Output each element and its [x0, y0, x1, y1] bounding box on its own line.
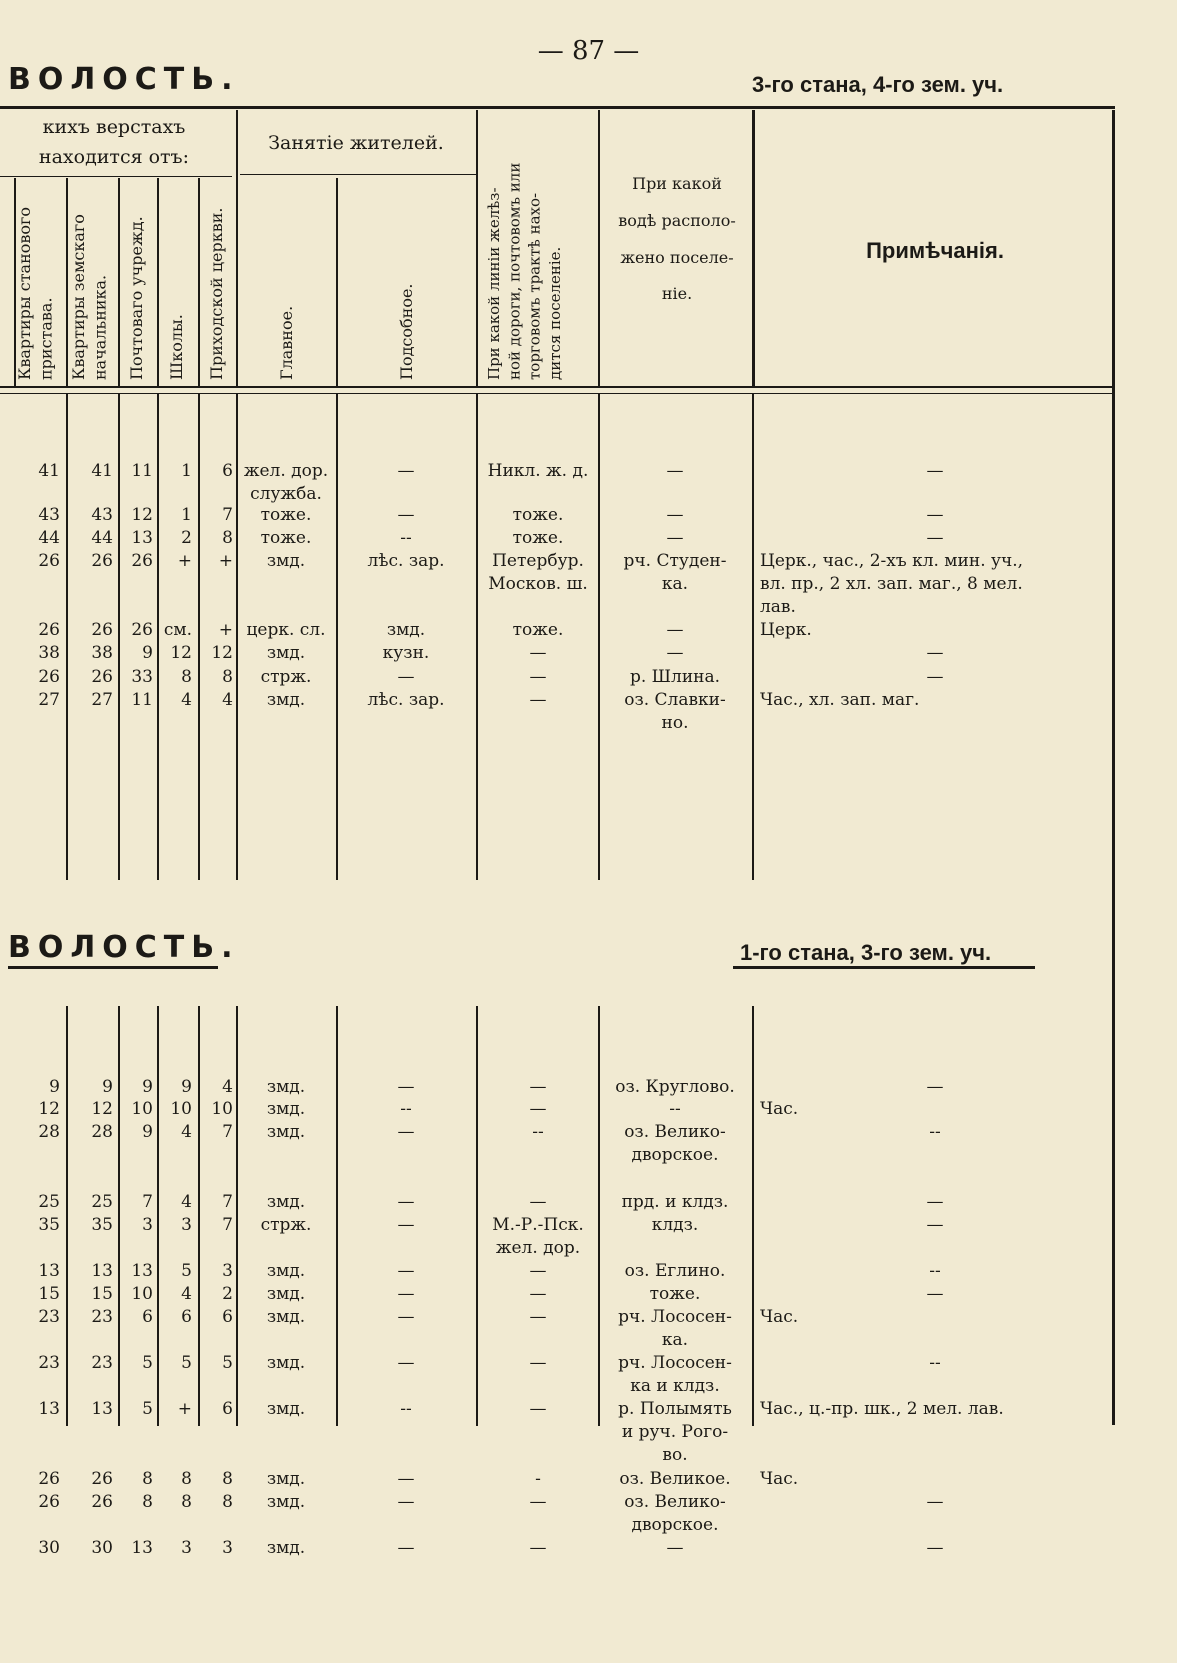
cell-d5: 7: [222, 1215, 233, 1235]
table1-header-rule: [0, 386, 1115, 388]
cell-notes: Церк.: [760, 620, 812, 640]
cell-d4: 2: [181, 528, 192, 548]
volost-underline-2: [8, 966, 218, 969]
cell-main: змд.: [266, 551, 306, 571]
cell-d5: 8: [222, 528, 233, 548]
cell-road: тоже.: [512, 505, 564, 525]
cell-water: оз. Круглово.: [615, 1077, 735, 1097]
cell-notes: --: [929, 1353, 941, 1373]
cell-d2: 25: [91, 1192, 113, 1212]
cell-road: —: [529, 667, 547, 687]
cell-road: —: [529, 690, 547, 710]
header-distance: кихъ верстахъ находится отъ:: [38, 116, 190, 169]
cell-d5: 2: [222, 1284, 233, 1304]
cell-d2: 15: [91, 1284, 113, 1304]
cell-notes: —: [926, 1215, 944, 1235]
stan-heading-1: 3-го стана, 4-го зем. уч.: [752, 72, 1004, 97]
cell-aux: —: [397, 1192, 415, 1212]
cell-d3: 5: [142, 1353, 153, 1373]
cell-water: оз. Великое.: [619, 1469, 731, 1489]
cell-aux: —: [397, 1469, 415, 1489]
stan-underline-2: [733, 966, 1035, 969]
cell-road: —: [529, 643, 547, 663]
cell-d3: 9: [142, 1077, 153, 1097]
cell-road: —: [529, 1353, 547, 1373]
cell-d4: 8: [181, 667, 192, 687]
cell-d4: 5: [181, 1353, 192, 1373]
col-divider: [598, 110, 600, 386]
header-occupation: Занятіе жителей.: [268, 132, 444, 154]
cell-main: стрж.: [260, 667, 312, 687]
cell-d3: 7: [142, 1192, 153, 1212]
cell-d2: 13: [91, 1399, 113, 1419]
cell-aux: —: [397, 1122, 415, 1142]
cell-water: —: [666, 620, 684, 640]
cell-d1: 28: [38, 1122, 60, 1142]
cell-d1: 13: [38, 1399, 60, 1419]
cell-d1: 15: [38, 1284, 60, 1304]
cell-d4: 4: [181, 1284, 192, 1304]
cell-water: —: [666, 528, 684, 548]
cell-d1: 23: [38, 1307, 60, 1327]
cell-d5: 3: [222, 1261, 233, 1281]
cell-road: —: [529, 1284, 547, 1304]
cell-d3: 33: [131, 667, 153, 687]
cell-d2: 26: [91, 667, 113, 687]
cell-d4: 12: [170, 643, 192, 663]
cell-aux: лѣс. зар.: [367, 551, 445, 571]
cell-d3: 6: [142, 1307, 153, 1327]
cell-d3: 5: [142, 1399, 153, 1419]
cell-d2: 26: [91, 620, 113, 640]
cell-water: клдз.: [651, 1215, 699, 1235]
cell-main: змд.: [266, 1492, 306, 1512]
cell-d1: 26: [38, 667, 60, 687]
cell-main: змд.: [266, 1192, 306, 1212]
cell-d3: 11: [131, 461, 153, 481]
cell-d3: 13: [131, 1538, 153, 1558]
cell-aux: --: [400, 1099, 412, 1119]
cell-d4: 8: [181, 1492, 192, 1512]
header-post: Почтоваго учрежд.: [127, 216, 146, 380]
cell-notes: Час., ц.-пр. шк., 2 мел. лав.: [760, 1399, 1004, 1419]
cell-d1: 27: [38, 690, 60, 710]
cell-d5: 7: [222, 505, 233, 525]
cell-d3: 8: [142, 1492, 153, 1512]
cell-main: змд.: [266, 1077, 306, 1097]
header-aux: Подсобное.: [397, 283, 416, 380]
volost-heading-2: ВОЛОСТЬ.: [8, 930, 240, 965]
col-divider: [598, 394, 600, 880]
cell-d2: 38: [91, 643, 113, 663]
cell-main: змд.: [266, 1307, 306, 1327]
col-divider: [598, 1006, 600, 1426]
page-number: — 87 —: [537, 36, 640, 66]
cell-d2: 26: [91, 1469, 113, 1489]
cell-road: —: [529, 1307, 547, 1327]
cell-water: оз. Велико- дворское.: [624, 1492, 726, 1535]
header-road: При какой линіи желѣз- ной дороги, почтовомъ или торговомъ трактѣ нахо- дится поселеніе.: [485, 162, 564, 380]
cell-d5: 4: [222, 690, 233, 710]
cell-d1: 30: [38, 1538, 60, 1558]
cell-d1: 26: [38, 1469, 60, 1489]
cell-water: рч. Лососен- ка и клдз.: [618, 1353, 732, 1396]
cell-main: змд.: [266, 1469, 306, 1489]
table1-top-rule: [0, 106, 1115, 109]
cell-notes: —: [926, 643, 944, 663]
cell-water: оз. Велико- дворское.: [624, 1122, 726, 1165]
cell-d1: 26: [38, 551, 60, 571]
cell-notes: —: [926, 1492, 944, 1512]
cell-notes: Час.: [760, 1469, 799, 1489]
cell-d5: 3: [222, 1538, 233, 1558]
right-border: [1112, 110, 1115, 1425]
cell-aux: —: [397, 1261, 415, 1281]
cell-aux: —: [397, 667, 415, 687]
cell-d1: 26: [38, 620, 60, 640]
cell-main: змд.: [266, 1261, 306, 1281]
cell-main: змд.: [266, 643, 306, 663]
header-water: При какой водѣ располо- жено поселе- ніе.: [618, 174, 736, 304]
cell-d2: 12: [91, 1099, 113, 1119]
cell-d2: 9: [102, 1077, 113, 1097]
cell-road: —: [529, 1492, 547, 1512]
cell-d5: 6: [222, 1399, 233, 1419]
cell-aux: —: [397, 461, 415, 481]
cell-aux: —: [397, 1538, 415, 1558]
cell-d2: 28: [91, 1122, 113, 1142]
cell-d4: 8: [181, 1469, 192, 1489]
cell-d3: 10: [131, 1099, 153, 1119]
cell-notes: --: [929, 1122, 941, 1142]
cell-d5: 7: [222, 1122, 233, 1142]
cell-d1: 25: [38, 1192, 60, 1212]
cell-d3: 13: [131, 1261, 153, 1281]
col-divider: [752, 394, 754, 880]
cell-main: змд.: [266, 1399, 306, 1419]
cell-road: Петербур. Москов. ш.: [488, 551, 588, 594]
cell-d5: 5: [222, 1353, 233, 1373]
cell-d2: 44: [91, 528, 113, 548]
cell-d4: 1: [181, 505, 192, 525]
cell-aux: —: [397, 1284, 415, 1304]
cell-road: -: [535, 1469, 541, 1489]
cell-d1: 44: [38, 528, 60, 548]
cell-d4: см.: [163, 620, 192, 640]
cell-water: р. Шлина.: [629, 667, 721, 687]
cell-d4: 4: [181, 1122, 192, 1142]
cell-road: М.-Р.-Пск. жел. дор.: [492, 1215, 584, 1258]
cell-d3: 9: [142, 643, 153, 663]
cell-d2: 23: [91, 1307, 113, 1327]
cell-road: тоже.: [512, 620, 564, 640]
cell-water: оз. Славки- но.: [624, 690, 726, 733]
cell-d2: 26: [91, 551, 113, 571]
cell-water: прд. и клдз.: [621, 1192, 729, 1212]
cell-d4: 3: [181, 1538, 192, 1558]
cell-d2: 30: [91, 1538, 113, 1558]
cell-main: змд.: [266, 1122, 306, 1142]
cell-notes: —: [926, 1077, 944, 1097]
cell-main: тоже.: [260, 528, 312, 548]
cell-road: —: [529, 1099, 547, 1119]
cell-d2: 43: [91, 505, 113, 525]
cell-d2: 13: [91, 1261, 113, 1281]
cell-d5: 12: [211, 643, 233, 663]
cell-aux: змд.: [386, 620, 426, 640]
cell-d4: +: [177, 1399, 192, 1419]
cell-d2: 41: [91, 461, 113, 481]
cell-d5: 8: [222, 1469, 233, 1489]
cell-d1: 26: [38, 1492, 60, 1512]
cell-d4: 9: [181, 1077, 192, 1097]
cell-aux: —: [397, 1077, 415, 1097]
col-divider: [157, 178, 159, 386]
cell-d3: 13: [131, 528, 153, 548]
cell-d4: 6: [181, 1307, 192, 1327]
cell-notes: --: [929, 1261, 941, 1281]
col-divider: [118, 178, 120, 386]
cell-d4: +: [177, 551, 192, 571]
col-divider: [752, 110, 755, 386]
header-main: Главное.: [277, 305, 296, 380]
cell-d4: 3: [181, 1215, 192, 1235]
col-divider: [476, 110, 478, 386]
cell-aux: --: [400, 1399, 412, 1419]
cell-road: —: [529, 1538, 547, 1558]
cell-water: рч. Лососен- ка.: [618, 1307, 732, 1350]
cell-d4: 4: [181, 690, 192, 710]
col-divider: [66, 394, 68, 880]
cell-aux: лѣс. зар.: [367, 690, 445, 710]
cell-d2: 27: [91, 690, 113, 710]
cell-water: --: [669, 1099, 681, 1119]
cell-d5: 6: [222, 1307, 233, 1327]
cell-water: рч. Студен- ка.: [623, 551, 727, 594]
distance-subrule: [0, 176, 232, 177]
cell-water: тоже.: [649, 1284, 701, 1304]
cell-d3: 9: [142, 1122, 153, 1142]
cell-main: змд.: [266, 1284, 306, 1304]
cell-notes: —: [926, 1284, 944, 1304]
cell-water: оз. Еглино.: [624, 1261, 726, 1281]
cell-aux: —: [397, 1492, 415, 1512]
cell-d5: 4: [222, 1077, 233, 1097]
cell-d2: 35: [91, 1215, 113, 1235]
cell-main: жел. дор. служба.: [243, 461, 329, 504]
cell-d3: 26: [131, 551, 153, 571]
cell-d1: 13: [38, 1261, 60, 1281]
cell-d1: 43: [38, 505, 60, 525]
cell-road: --: [532, 1122, 544, 1142]
cell-d5: 6: [222, 461, 233, 481]
header-church: Приходской церкви.: [207, 207, 226, 380]
cell-water: р. Полымять и руч. Рого- во.: [618, 1399, 732, 1465]
cell-notes: —: [926, 667, 944, 687]
cell-aux: кузн.: [382, 643, 430, 663]
cell-water: —: [666, 505, 684, 525]
cell-main: змд.: [266, 690, 306, 710]
cell-notes: —: [926, 528, 944, 548]
col-divider: [66, 1006, 68, 1426]
cell-notes: Час., хл. зап. маг.: [760, 690, 920, 710]
cell-water: —: [666, 1538, 684, 1558]
cell-road: —: [529, 1077, 547, 1097]
cell-road: —: [529, 1261, 547, 1281]
cell-road: —: [529, 1192, 547, 1212]
cell-notes: —: [926, 505, 944, 525]
cell-d1: 23: [38, 1353, 60, 1373]
cell-d1: 38: [38, 643, 60, 663]
cell-d1: 35: [38, 1215, 60, 1235]
cell-aux: --: [400, 528, 412, 548]
cell-road: —: [529, 1399, 547, 1419]
cell-notes: —: [926, 461, 944, 481]
cell-d2: 23: [91, 1353, 113, 1373]
header-school: Школы.: [167, 314, 186, 380]
cell-d4: 10: [170, 1099, 192, 1119]
cell-d3: 8: [142, 1469, 153, 1489]
cell-notes: —: [926, 1538, 944, 1558]
cell-notes: Церк., час., 2-хъ кл. мин. уч., вл. пр., 2 хл. зап. маг., 8 мел. лав.: [760, 551, 1024, 617]
cell-aux: —: [397, 505, 415, 525]
cell-aux: —: [397, 1307, 415, 1327]
cell-water: —: [666, 643, 684, 663]
cell-road: тоже.: [512, 528, 564, 548]
cell-d4: 5: [181, 1261, 192, 1281]
cell-main: змд.: [266, 1099, 306, 1119]
cell-main: стрж.: [260, 1215, 312, 1235]
cell-main: змд.: [266, 1538, 306, 1558]
cell-d4: 4: [181, 1192, 192, 1212]
header-notes: Примѣчанія.: [866, 238, 1004, 263]
cell-d3: 10: [131, 1284, 153, 1304]
cell-d1: 12: [38, 1099, 60, 1119]
cell-d5: 8: [222, 667, 233, 687]
col-divider: [752, 1006, 754, 1426]
cell-d5: +: [218, 620, 233, 640]
cell-main: церк. сл.: [246, 620, 326, 640]
stan-heading-2: 1-го стана, 3-го зем. уч.: [740, 940, 992, 965]
cell-notes: Час.: [760, 1307, 799, 1327]
cell-d5: +: [218, 551, 233, 571]
cell-d5: 10: [211, 1099, 233, 1119]
cell-d1: 41: [38, 461, 60, 481]
cell-d2: 26: [91, 1492, 113, 1512]
cell-d3: 11: [131, 690, 153, 710]
table1-header-rule-thin: [0, 393, 1115, 394]
volost-heading-1: ВОЛОСТЬ.: [8, 62, 240, 97]
cell-d1: 9: [49, 1077, 60, 1097]
col-divider: [198, 178, 200, 386]
col-divider: [336, 178, 338, 386]
cell-d5: 8: [222, 1492, 233, 1512]
cell-d4: 1: [181, 461, 192, 481]
cell-aux: —: [397, 1215, 415, 1235]
header-zem: Квартиры земскаго начальника.: [69, 214, 110, 380]
cell-d5: 7: [222, 1192, 233, 1212]
cell-water: —: [666, 461, 684, 481]
cell-notes: —: [926, 1192, 944, 1212]
cell-d3: 12: [131, 505, 153, 525]
cell-main: змд.: [266, 1353, 306, 1373]
occupation-subrule: [240, 174, 476, 175]
cell-main: тоже.: [260, 505, 312, 525]
header-stan: Квартиры станового пристава.: [15, 206, 56, 380]
cell-notes: Час.: [760, 1099, 799, 1119]
cell-road: Никл. ж. д.: [487, 461, 589, 481]
cell-d3: 3: [142, 1215, 153, 1235]
cell-aux: —: [397, 1353, 415, 1373]
cell-d3: 26: [131, 620, 153, 640]
